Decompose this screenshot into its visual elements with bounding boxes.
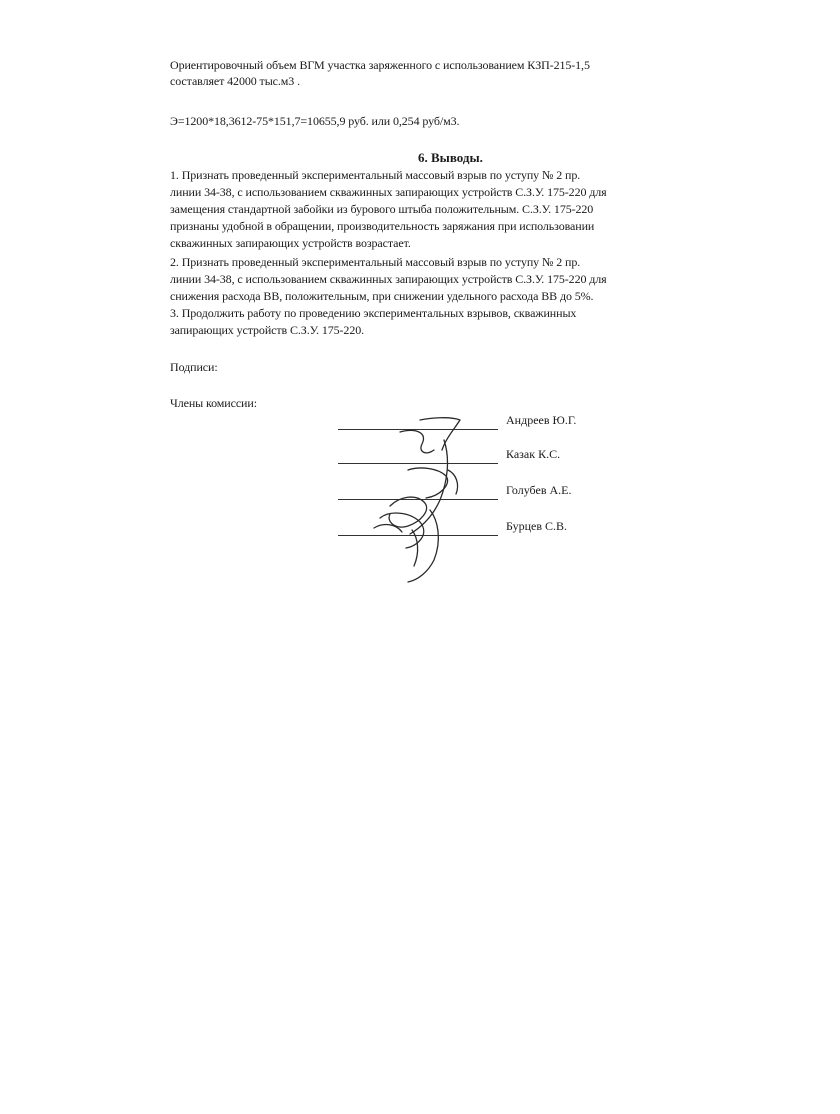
- conclusion-line: замещения стандартной забойки из бурового штыба положительным. С.З.У. 175-220: [170, 202, 594, 216]
- section-title: 6. Выводы.: [418, 150, 483, 165]
- member-name: Голубев А.Е.: [506, 483, 572, 497]
- member-name: Бурцев С.В.: [506, 519, 568, 533]
- member-name: Андреев Ю.Г.: [506, 413, 577, 427]
- conclusion-line: 3. Продолжить работу по проведению экспериментальных взрывов, скважинных: [170, 306, 577, 320]
- handwritten-signature: [360, 410, 490, 590]
- commission-label: Члены комиссии:: [170, 396, 257, 410]
- conclusion-line: снижения расхода ВВ, положительным, при снижении удельного расхода ВВ до 5%.: [170, 289, 594, 303]
- conclusion-line: запирающих устройств С.З.У. 175-220.: [170, 323, 365, 337]
- conclusion-line: линии 34-38, с использованием скважинных запирающих устройств С.З.У. 175-220 для: [170, 185, 607, 199]
- conclusion-line: 2. Признать проведенный экспериментальный массовый взрыв по уступу № 2 пр.: [170, 255, 581, 269]
- conclusion-line: линии 34-38, с использованием скважинных запирающих устройств С.З.У. 175-220 для: [170, 272, 607, 286]
- conclusion-line: 1. Признать проведенный экспериментальный массовый взрыв по уступу № 2 пр.: [170, 168, 581, 182]
- conclusion-line: признаны удобной в обращении, производительность заряжания при использовании: [170, 219, 595, 233]
- economic-formula: Э=1200*18,3612-75*151,7=10655,9 руб. или 0,254 руб/м3.: [170, 114, 460, 128]
- intro-line-2: составляет 42000 тыс.м3 .: [170, 74, 300, 88]
- intro-line-1: Ориентировочный объем ВГМ участка заряженного с использованием КЗП-215-1,5: [170, 58, 590, 72]
- conclusion-line: скважинных запирающих устройств возрастает.: [170, 236, 411, 250]
- member-name: Казак К.С.: [506, 447, 561, 461]
- signatures-label: Подписи:: [170, 360, 218, 374]
